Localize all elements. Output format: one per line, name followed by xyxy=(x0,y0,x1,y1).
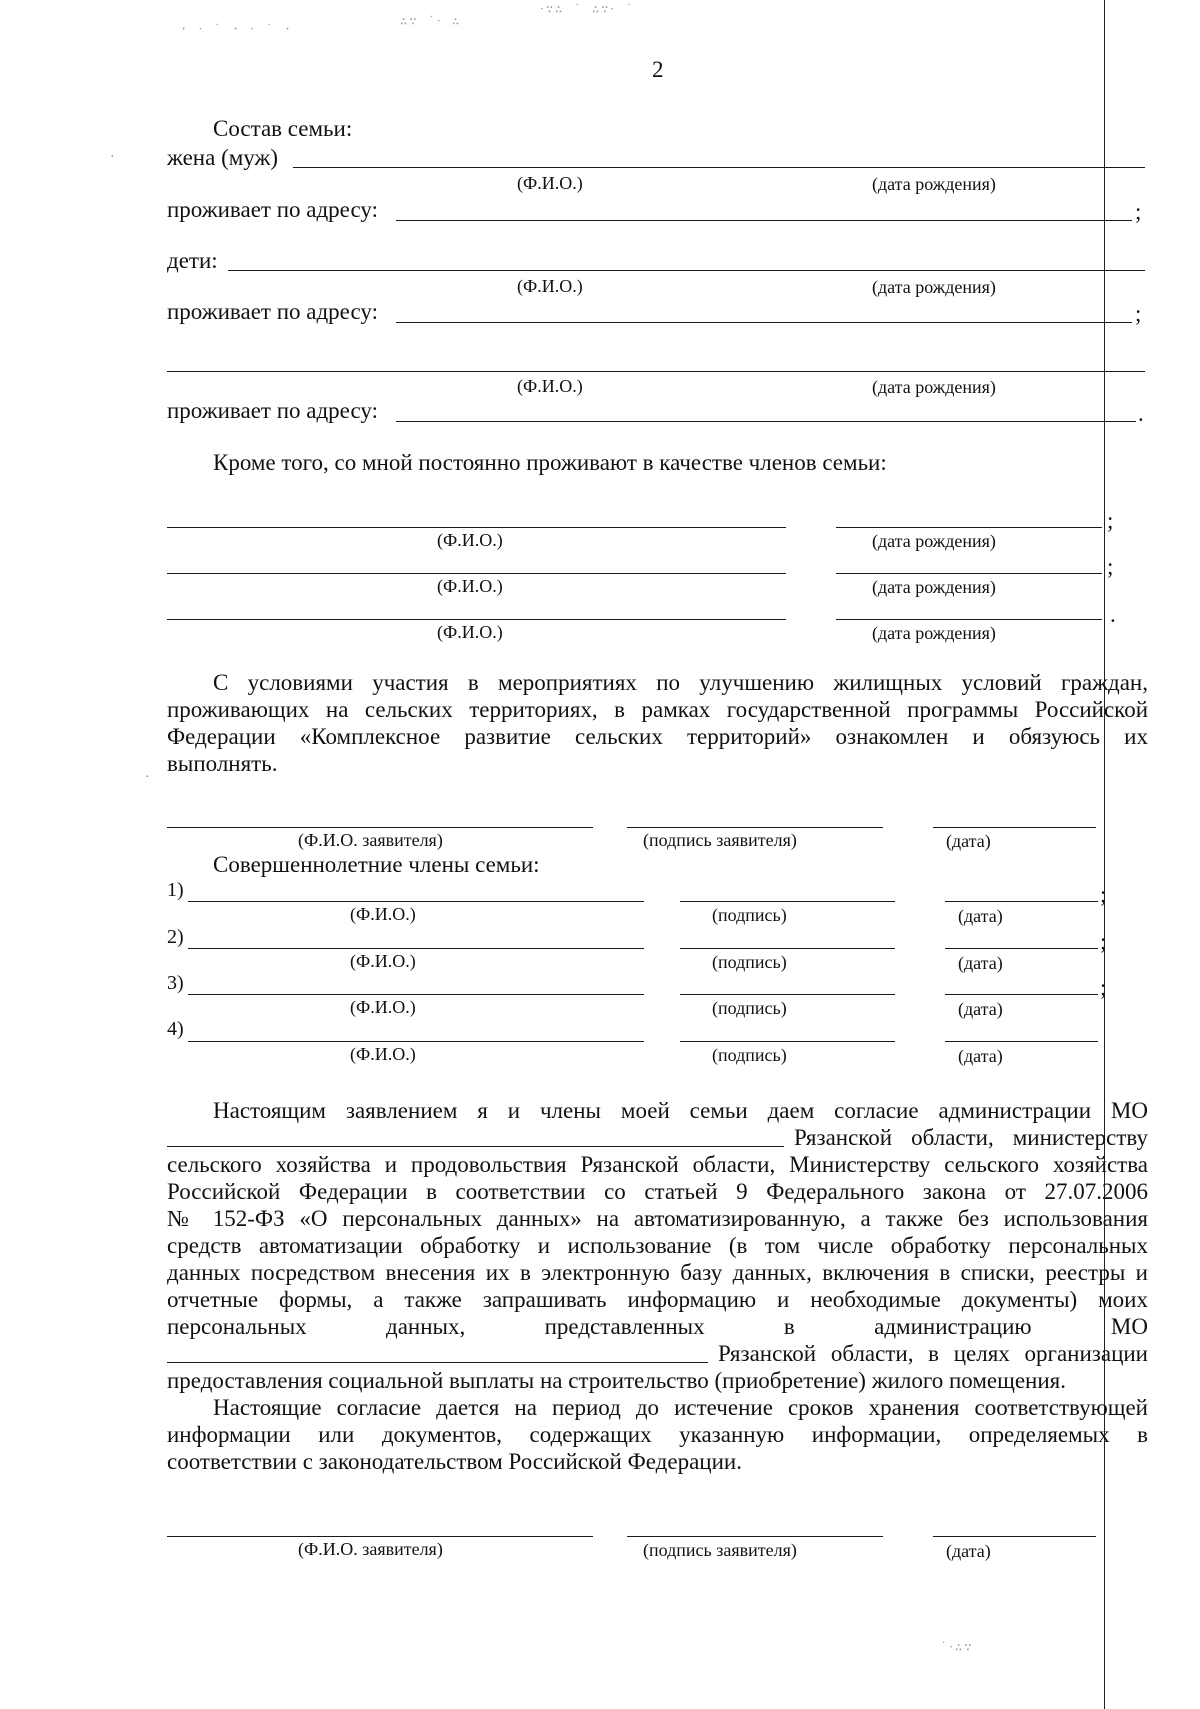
applicant-fio-caption: (Ф.И.О. заявителя) xyxy=(298,830,443,850)
sign-caption: (подпись) xyxy=(712,998,787,1018)
page-number: 2 xyxy=(652,57,664,82)
conditions-line-1: С условиями участия в мероприятиях по улучшению жилищных условий граждан, xyxy=(213,670,1148,695)
fio-caption: (Ф.И.О.) xyxy=(350,1044,416,1064)
other-member-2-dob-line[interactable] xyxy=(836,573,1102,574)
adult-member-2-sign-line[interactable] xyxy=(680,948,895,949)
address-line[interactable] xyxy=(396,322,1132,323)
period: . xyxy=(1110,602,1116,627)
other-member-3-fio-line[interactable] xyxy=(167,619,786,620)
scan-dot: · xyxy=(145,770,150,785)
period-line-3: соответствии с законодательством Российской Федерации. xyxy=(167,1449,742,1474)
applicant-fio-line[interactable] xyxy=(167,827,593,828)
adult-member-4-date-line[interactable] xyxy=(945,1041,1098,1042)
semicolon: ; xyxy=(1100,882,1107,907)
fio-caption: (Ф.И.О.) xyxy=(437,530,503,550)
consent-line-5: № 152-ФЗ «О персональных данных» на автоматизированную, а также без использования xyxy=(167,1206,1148,1231)
scan-noise: ∴∵ ˙‧ ∴ xyxy=(400,14,462,28)
other-member-1-dob-line[interactable] xyxy=(836,527,1102,528)
fio-caption: (Ф.И.О.) xyxy=(437,576,503,596)
adult-member-2-date-line[interactable] xyxy=(945,948,1098,949)
date-caption: (дата) xyxy=(958,999,1003,1019)
scan-noise: ‧∵∴ ˙ ∴∵‧ ˙ xyxy=(540,2,635,16)
consent-line-6: средств автоматизации обработку и использование (в том числе обработку персональных xyxy=(167,1233,1148,1258)
adult-member-2-fio-line[interactable] xyxy=(188,948,644,949)
dob-caption: (дата рождения) xyxy=(872,577,996,597)
conditions-line-2: проживающих на сельских территориях, в рамках государственной программы Российской xyxy=(167,697,1148,722)
fio-caption: (Ф.И.О.) xyxy=(517,276,583,296)
other-member-3-dob-line[interactable] xyxy=(836,619,1102,620)
applicant-date-line-2[interactable] xyxy=(933,1536,1096,1537)
period-line-1: Настоящие согласие дается на период до истечение сроков хранения соответствующей xyxy=(213,1395,1148,1420)
adult-member-number: 4) xyxy=(167,1018,184,1040)
address-line[interactable] xyxy=(396,220,1132,221)
adult-member-3-sign-line[interactable] xyxy=(680,994,895,995)
applicant-date-caption: (дата) xyxy=(946,1541,991,1561)
consent-line-10: Рязанской области, в целях организации xyxy=(718,1341,1148,1366)
sign-caption: (подпись) xyxy=(712,1045,787,1065)
semicolon: ; xyxy=(1100,929,1107,954)
applicant-date-line[interactable] xyxy=(933,827,1096,828)
conditions-line-3: Федерации «Комплексное развитие сельских территорий» ознакомлен и обязуюсь их xyxy=(167,724,1148,749)
date-caption: (дата) xyxy=(958,1046,1003,1066)
scan-noise: ˙‧∴∵ xyxy=(940,1640,974,1654)
scan-dot: · xyxy=(110,150,115,165)
address-label: проживает по адресу: xyxy=(167,299,378,324)
adult-member-number: 2) xyxy=(167,926,184,948)
other-member-1-fio-line[interactable] xyxy=(167,527,786,528)
sign-caption: (подпись) xyxy=(712,952,787,972)
adult-member-3-fio-line[interactable] xyxy=(188,994,644,995)
dob-caption: (дата рождения) xyxy=(872,531,996,551)
fio-caption: (Ф.И.О.) xyxy=(437,622,503,642)
municipality-line-2[interactable] xyxy=(167,1362,708,1363)
fio-caption: (Ф.И.О.) xyxy=(517,173,583,193)
spouse-label: жена (муж) xyxy=(167,145,279,170)
family-heading: Состав семьи: xyxy=(213,116,353,141)
applicant-sign-line-2[interactable] xyxy=(627,1536,883,1537)
children-label: дети: xyxy=(167,248,218,273)
consent-line-3: сельского хозяйства и продовольствия Рязанской области, Министерству сельского хозяйства xyxy=(167,1152,1148,1177)
applicant-sign-line[interactable] xyxy=(627,827,883,828)
semicolon: ; xyxy=(1135,301,1142,326)
consent-line-1: Настоящим заявлением я и члены моей семьи даем согласие администрации МО xyxy=(213,1098,1148,1123)
period-line-2: информации или документов, содержащих указанную информации, определяемых в xyxy=(167,1422,1148,1447)
address-line[interactable] xyxy=(396,421,1136,422)
adult-member-number: 3) xyxy=(167,972,184,994)
consent-line-11: предоставления социальной выплаты на строительство (приобретение) жилого помещения. xyxy=(167,1368,1066,1393)
adult-member-1-fio-line[interactable] xyxy=(188,901,644,902)
period: . xyxy=(1138,401,1144,426)
adult-member-3-date-line[interactable] xyxy=(945,994,1098,995)
dob-caption: (дата рождения) xyxy=(872,277,996,297)
adult-member-4-sign-line[interactable] xyxy=(680,1041,895,1042)
sign-caption: (подпись) xyxy=(712,905,787,925)
fio-caption: (Ф.И.О.) xyxy=(350,997,416,1017)
address-label: проживает по адресу: xyxy=(167,398,378,423)
adult-member-number: 1) xyxy=(167,879,184,901)
semicolon: ; xyxy=(1107,554,1114,579)
semicolon: ; xyxy=(1135,199,1142,224)
dob-caption: (дата рождения) xyxy=(872,174,996,194)
fio-caption: (Ф.И.О.) xyxy=(517,376,583,396)
conditions-line-4: выполнять. xyxy=(167,751,278,776)
dob-caption: (дата рождения) xyxy=(872,623,996,643)
consent-line-4: Российской Федерации в соответствии со статьей 9 Федерального закона от 27.07.2006 xyxy=(167,1179,1148,1204)
applicant-date-caption: (дата) xyxy=(946,831,991,851)
fio-caption: (Ф.И.О.) xyxy=(350,951,416,971)
applicant-sign-caption: (подпись заявителя) xyxy=(643,830,797,850)
other-member-2-fio-line[interactable] xyxy=(167,573,786,574)
child-1-line[interactable] xyxy=(228,270,1145,271)
municipality-line-1[interactable] xyxy=(167,1146,784,1147)
adult-member-4-fio-line[interactable] xyxy=(188,1041,644,1042)
adult-members-heading: Совершеннолетние члены семьи: xyxy=(213,852,540,877)
dob-caption: (дата рождения) xyxy=(872,377,996,397)
applicant-fio-line-2[interactable] xyxy=(167,1536,593,1537)
spouse-line[interactable] xyxy=(293,167,1145,168)
adult-member-1-sign-line[interactable] xyxy=(680,901,895,902)
consent-line-9: персональных данных, представленных в администрацию МО xyxy=(167,1314,1148,1339)
applicant-sign-caption: (подпись заявителя) xyxy=(643,1540,797,1560)
date-caption: (дата) xyxy=(958,953,1003,973)
scan-noise: · ‧ ˙ · ‧ ˙ · xyxy=(180,22,294,36)
consent-line-8: отчетные формы, а также запрашивать информацию и необходимые документы) моих xyxy=(167,1287,1148,1312)
address-label: проживает по адресу: xyxy=(167,197,378,222)
semicolon: ; xyxy=(1107,508,1114,533)
child-2-line[interactable] xyxy=(167,371,1145,372)
date-caption: (дата) xyxy=(958,906,1003,926)
adult-member-1-date-line[interactable] xyxy=(945,901,1098,902)
applicant-fio-caption: (Ф.И.О. заявителя) xyxy=(298,1539,443,1559)
fio-caption: (Ф.И.О.) xyxy=(350,904,416,924)
consent-line-2: Рязанской области, министерству xyxy=(794,1125,1148,1150)
other-members-intro: Кроме того, со мной постоянно проживают в качестве членов семьи: xyxy=(213,450,887,475)
consent-line-7: данных посредством внесения их в электронную базу данных, включения в списки, реестры и xyxy=(167,1260,1148,1285)
semicolon: ; xyxy=(1100,975,1107,1000)
binder-margin-line xyxy=(1104,0,1105,1709)
